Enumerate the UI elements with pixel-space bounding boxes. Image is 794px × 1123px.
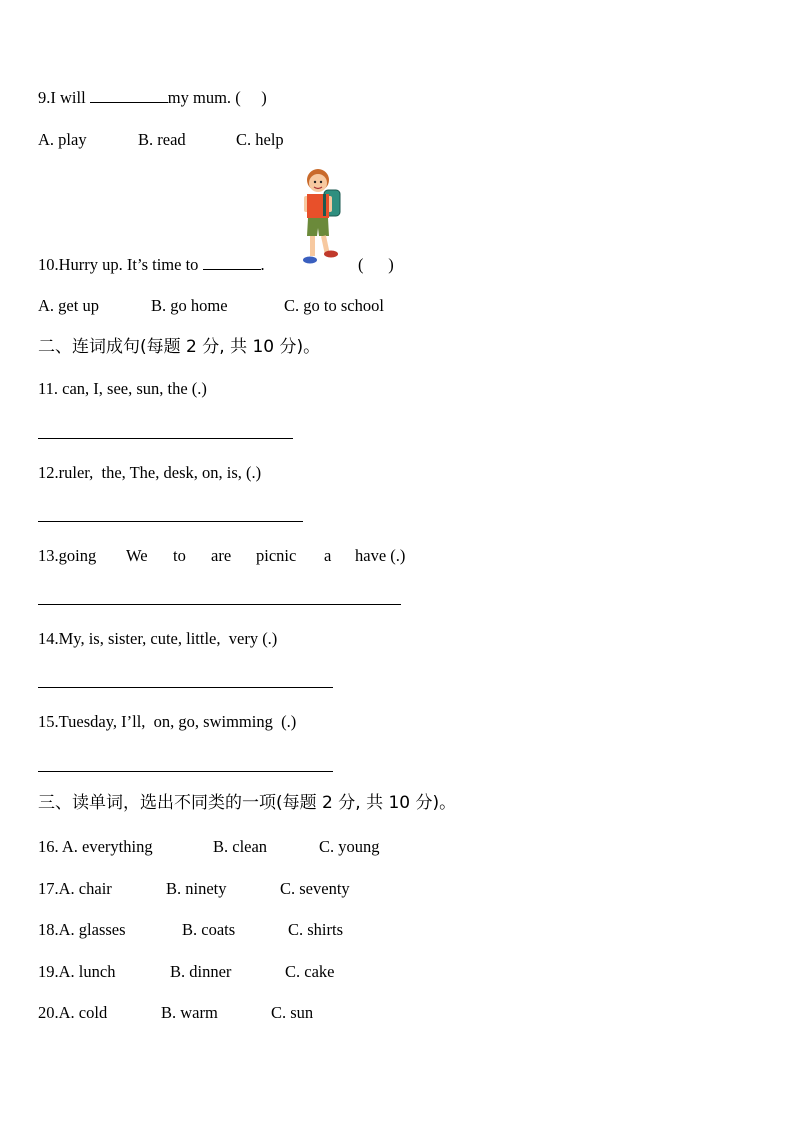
- q9-text-before: I will: [50, 88, 90, 107]
- section-2-heading: 二、连词成句(每题 2 分, 共 10 分)。: [38, 337, 321, 357]
- q20-number: 20.: [38, 1003, 59, 1022]
- question-15: [38, 712, 296, 732]
- question-11: [38, 379, 207, 399]
- q19-number: 19.: [38, 962, 59, 981]
- q9-option-b[interactable]: B. read: [138, 130, 186, 149]
- q20-option-b[interactable]: B. warm: [161, 1003, 218, 1022]
- q13-token: a: [324, 546, 332, 565]
- q20-option-c[interactable]: C. sun: [271, 1003, 314, 1022]
- q12-number: 12.: [38, 463, 59, 482]
- q13-token: going: [58, 546, 97, 565]
- question-18: [38, 920, 126, 940]
- q15-answer-line[interactable]: [38, 771, 333, 772]
- q12-words: ruler, the, The, desk, on, is, (.): [58, 463, 262, 482]
- q17-option-a[interactable]: A. chair: [58, 879, 112, 898]
- q9-answer-paren[interactable]: ( ): [235, 88, 267, 107]
- q16-option-c[interactable]: C. young: [319, 837, 380, 856]
- q9-text-after: my mum.: [167, 88, 232, 107]
- q13-token: have (.): [355, 546, 406, 565]
- q13-answer-line[interactable]: [38, 604, 401, 605]
- question-14: [38, 629, 277, 649]
- q15-words: Tuesday, I’ll, on, go, swimming (.): [58, 712, 297, 731]
- q9-option-a[interactable]: A. play: [38, 130, 87, 149]
- question-13: [38, 546, 96, 566]
- q12-answer-line[interactable]: [38, 521, 303, 522]
- q16-option-a[interactable]: . A. everything: [54, 837, 153, 856]
- q15-number: 15.: [38, 712, 59, 731]
- q10-option-c[interactable]: C. go to school: [284, 296, 384, 315]
- q19-option-a[interactable]: A. lunch: [58, 962, 116, 981]
- question-20: [38, 1003, 107, 1023]
- q19-option-b[interactable]: B. dinner: [170, 962, 232, 981]
- q18-option-a[interactable]: A. glasses: [58, 920, 126, 939]
- q13-number: 13.: [38, 546, 59, 565]
- q9-option-c[interactable]: C. help: [236, 130, 284, 149]
- question-12: [38, 463, 261, 483]
- q13-token: We: [126, 546, 148, 565]
- question-19: [38, 962, 115, 982]
- section-3-heading: 三、读单词，选出不同类的一项(每题 2 分, 共 10 分)。: [38, 793, 457, 813]
- q16-number: 16: [38, 837, 55, 856]
- schoolboy-icon: [296, 166, 346, 268]
- q19-option-c[interactable]: C. cake: [285, 962, 335, 981]
- q14-number: 14.: [38, 629, 59, 648]
- q17-number: 17.: [38, 879, 59, 898]
- q10-text-after: .: [260, 255, 265, 274]
- q20-option-a[interactable]: A. cold: [58, 1003, 108, 1022]
- q10-option-a[interactable]: A. get up: [38, 296, 99, 315]
- q11-words: . can, I, see, sun, the (.): [53, 379, 207, 398]
- q9-blank[interactable]: [90, 88, 168, 103]
- question-10: [38, 255, 265, 275]
- question-9: [38, 88, 267, 108]
- question-17: [38, 879, 112, 899]
- q10-option-b[interactable]: B. go home: [151, 296, 228, 315]
- q10-answer-paren[interactable]: ( ): [358, 255, 394, 274]
- q11-answer-line[interactable]: [38, 438, 293, 439]
- q17-option-c[interactable]: C. seventy: [280, 879, 350, 898]
- q16-option-b[interactable]: B. clean: [213, 837, 268, 856]
- q14-words: My, is, sister, cute, little, very (.): [58, 629, 278, 648]
- q10-number: 10.: [38, 255, 59, 274]
- q18-option-b[interactable]: B. coats: [182, 920, 236, 939]
- q13-token: are: [211, 546, 232, 565]
- q10-text: Hurry up. It’s time to: [58, 255, 199, 274]
- q18-option-c[interactable]: C. shirts: [288, 920, 344, 939]
- q13-token: picnic: [256, 546, 297, 565]
- question-16: [38, 837, 153, 857]
- q13-token: to: [173, 546, 186, 565]
- q9-number: 9.: [38, 88, 51, 107]
- q18-number: 18.: [38, 920, 59, 939]
- q14-answer-line[interactable]: [38, 687, 333, 688]
- q11-number: 11: [38, 379, 54, 398]
- q10-blank[interactable]: [203, 255, 261, 270]
- q17-option-b[interactable]: B. ninety: [166, 879, 227, 898]
